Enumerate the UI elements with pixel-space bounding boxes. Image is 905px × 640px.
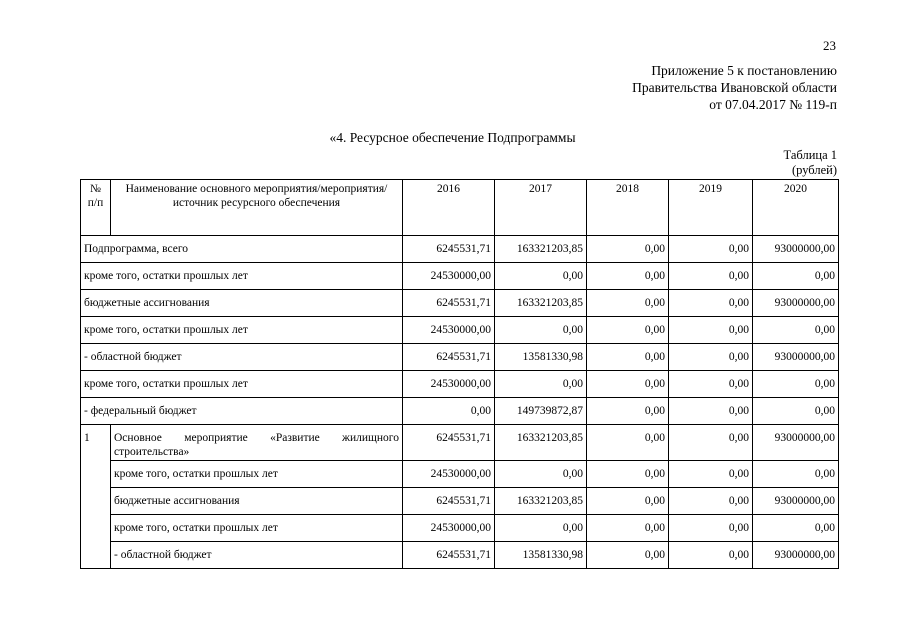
cell-2016: 24530000,00 [403, 515, 495, 542]
table-caption [784, 148, 837, 178]
table-row [81, 236, 839, 263]
cell-2018: 0,00 [587, 425, 669, 461]
cell-2017: 163321203,85 [495, 290, 587, 317]
cell-2016: 6245531,71 [403, 236, 495, 263]
header-2019: 2019 [669, 180, 753, 236]
cell-2020: 0,00 [753, 263, 839, 290]
cell-2017: 13581330,98 [495, 542, 587, 569]
cell-2016: 24530000,00 [403, 461, 495, 488]
resource-table [80, 179, 839, 569]
row-name: Подпрограмма, всего [81, 236, 403, 263]
cell-2019: 0,00 [669, 425, 753, 461]
header-name: Наименование основного мероприятия/мероприятия/источник ресурсного обеспечения [111, 180, 403, 236]
row-name: кроме того, остатки прошлых лет [111, 515, 403, 542]
cell-2019: 0,00 [669, 461, 753, 488]
cell-2020: 0,00 [753, 398, 839, 425]
cell-2018: 0,00 [587, 542, 669, 569]
cell-2017: 163321203,85 [495, 488, 587, 515]
cell-2017: 0,00 [495, 461, 587, 488]
cell-2017: 0,00 [495, 515, 587, 542]
cell-2016: 6245531,71 [403, 290, 495, 317]
cell-2017: 0,00 [495, 263, 587, 290]
cell-2016: 6245531,71 [403, 542, 495, 569]
cell-2020: 93000000,00 [753, 236, 839, 263]
cell-2018: 0,00 [587, 461, 669, 488]
row-name: - областной бюджет [111, 542, 403, 569]
table-row [81, 398, 839, 425]
cell-2016: 6245531,71 [403, 488, 495, 515]
appendix-line-2: Правительства Ивановской области [632, 80, 837, 95]
cell-2020: 0,00 [753, 371, 839, 398]
table-row [81, 317, 839, 344]
table-caption-title: Таблица 1 [783, 148, 837, 162]
cell-2019: 0,00 [669, 317, 753, 344]
table-row [81, 344, 839, 371]
cell-2019: 0,00 [669, 263, 753, 290]
header-num: № п/п [81, 180, 111, 236]
cell-2017: 0,00 [495, 317, 587, 344]
cell-2020: 93000000,00 [753, 542, 839, 569]
cell-2020: 93000000,00 [753, 488, 839, 515]
appendix-note [632, 62, 837, 113]
cell-2018: 0,00 [587, 263, 669, 290]
cell-2018: 0,00 [587, 488, 669, 515]
row-name: - федеральный бюджет [81, 398, 403, 425]
cell-2016: 6245531,71 [403, 425, 495, 461]
cell-2018: 0,00 [587, 236, 669, 263]
section-title: «4. Ресурсное обеспечение Подпрограммы [329, 130, 576, 145]
row-name: бюджетные ассигнования [81, 290, 403, 317]
appendix-line-1: Приложение 5 к постановлению [651, 63, 837, 78]
cell-2019: 0,00 [669, 398, 753, 425]
table-row [81, 425, 839, 461]
row-name: - областной бюджет [81, 344, 403, 371]
cell-2018: 0,00 [587, 290, 669, 317]
table-row [81, 263, 839, 290]
cell-2017: 13581330,98 [495, 344, 587, 371]
table-row [81, 371, 839, 398]
header-2020: 2020 [753, 180, 839, 236]
appendix-line-3: от 07.04.2017 № 119-п [709, 97, 837, 112]
row-name: Основное мероприятие «Развитие жилищного строительства» [111, 425, 403, 461]
row-name: кроме того, остатки прошлых лет [111, 461, 403, 488]
table-header-row [81, 180, 839, 236]
header-2016: 2016 [403, 180, 495, 236]
table-caption-units: (рублей) [791, 163, 837, 177]
cell-2018: 0,00 [587, 344, 669, 371]
cell-2020: 93000000,00 [753, 290, 839, 317]
cell-2020: 0,00 [753, 461, 839, 488]
cell-2016: 0,00 [403, 398, 495, 425]
cell-2016: 24530000,00 [403, 371, 495, 398]
cell-2018: 0,00 [587, 398, 669, 425]
table-row [81, 515, 839, 542]
cell-2020: 93000000,00 [753, 344, 839, 371]
cell-2017: 149739872,87 [495, 398, 587, 425]
cell-2016: 6245531,71 [403, 344, 495, 371]
table-row [81, 542, 839, 569]
cell-2019: 0,00 [669, 290, 753, 317]
cell-2020: 93000000,00 [753, 425, 839, 461]
cell-2018: 0,00 [587, 317, 669, 344]
cell-2019: 0,00 [669, 488, 753, 515]
row-number: 1 [81, 425, 111, 569]
cell-2017: 163321203,85 [495, 425, 587, 461]
table-row [81, 461, 839, 488]
row-name: бюджетные ассигнования [111, 488, 403, 515]
cell-2017: 163321203,85 [495, 236, 587, 263]
header-2017: 2017 [495, 180, 587, 236]
cell-2020: 0,00 [753, 515, 839, 542]
row-name: кроме того, остатки прошлых лет [81, 263, 403, 290]
cell-2019: 0,00 [669, 542, 753, 569]
cell-2019: 0,00 [669, 515, 753, 542]
page-number: 23 [823, 38, 836, 53]
cell-2016: 24530000,00 [403, 317, 495, 344]
row-name: кроме того, остатки прошлых лет [81, 371, 403, 398]
cell-2016: 24530000,00 [403, 263, 495, 290]
cell-2019: 0,00 [669, 344, 753, 371]
cell-2020: 0,00 [753, 317, 839, 344]
table-row [81, 488, 839, 515]
cell-2017: 0,00 [495, 371, 587, 398]
header-2018: 2018 [587, 180, 669, 236]
cell-2018: 0,00 [587, 371, 669, 398]
cell-2018: 0,00 [587, 515, 669, 542]
cell-2019: 0,00 [669, 236, 753, 263]
cell-2019: 0,00 [669, 371, 753, 398]
row-name: кроме того, остатки прошлых лет [81, 317, 403, 344]
table-row [81, 290, 839, 317]
